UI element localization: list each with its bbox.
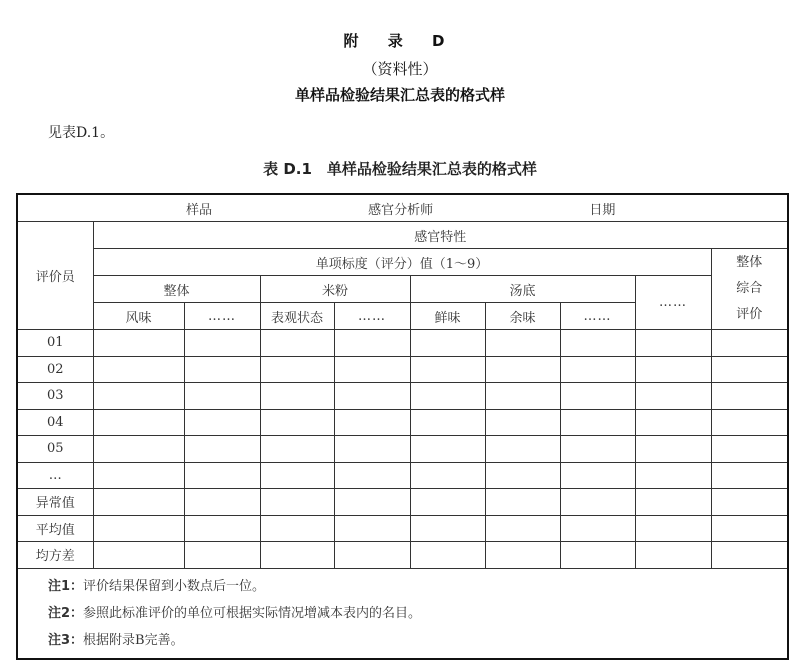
score-cell[interactable] xyxy=(260,383,334,410)
score-cell[interactable] xyxy=(410,515,485,542)
score-cell[interactable] xyxy=(334,462,410,489)
score-cell[interactable] xyxy=(410,542,485,569)
score-cell[interactable] xyxy=(560,489,635,516)
score-cell[interactable] xyxy=(485,489,560,516)
score-cell[interactable] xyxy=(410,462,485,489)
score-cell[interactable] xyxy=(635,330,711,357)
table-row xyxy=(17,356,788,383)
sample-label: 样品 xyxy=(186,202,213,218)
score-cell[interactable] xyxy=(260,462,334,489)
score-cell[interactable] xyxy=(334,409,410,436)
summary-table xyxy=(16,193,789,660)
score-cell[interactable] xyxy=(184,356,260,383)
sub-more: …… xyxy=(184,303,260,330)
group-overall: 整体 xyxy=(93,276,260,303)
score-cell[interactable] xyxy=(711,515,788,542)
table-row xyxy=(17,515,788,542)
row-label: 04 xyxy=(17,409,93,436)
score-cell[interactable] xyxy=(711,409,788,436)
row-label: 均方差 xyxy=(17,542,93,569)
score-cell[interactable] xyxy=(485,542,560,569)
score-cell[interactable] xyxy=(93,409,184,436)
sub-more: …… xyxy=(560,303,635,330)
score-cell[interactable] xyxy=(184,489,260,516)
score-cell[interactable] xyxy=(93,542,184,569)
table-row xyxy=(17,330,788,357)
score-cell[interactable] xyxy=(334,489,410,516)
row-label: 02 xyxy=(17,356,93,383)
score-cell[interactable] xyxy=(410,383,485,410)
score-cell[interactable] xyxy=(93,383,184,410)
table-row xyxy=(17,489,788,516)
score-cell[interactable] xyxy=(184,383,260,410)
group-rice-noodle: 米粉 xyxy=(260,276,410,303)
note-3: 注3：根据附录B完善。 xyxy=(48,632,184,648)
score-cell[interactable] xyxy=(334,330,410,357)
overall-header: 整体 综合 评价 xyxy=(711,249,788,330)
score-cell[interactable] xyxy=(334,542,410,569)
score-cell[interactable] xyxy=(93,436,184,463)
score-cell[interactable] xyxy=(184,409,260,436)
score-cell[interactable] xyxy=(334,356,410,383)
score-cell[interactable] xyxy=(334,436,410,463)
score-cell[interactable] xyxy=(560,330,635,357)
table-row xyxy=(17,462,788,489)
table-caption: 表 D.1 单样品检验结果汇总表的格式样 xyxy=(263,160,537,178)
score-cell[interactable] xyxy=(711,330,788,357)
score-cell[interactable] xyxy=(711,436,788,463)
sensory-header: 感官特性 xyxy=(93,222,788,249)
table-row xyxy=(17,383,788,410)
score-cell[interactable] xyxy=(711,542,788,569)
score-cell[interactable] xyxy=(485,409,560,436)
appendix-nature: （资料性） xyxy=(362,60,438,78)
score-cell[interactable] xyxy=(635,383,711,410)
score-cell[interactable] xyxy=(184,462,260,489)
score-cell[interactable] xyxy=(711,462,788,489)
evaluator-header: 评价员 xyxy=(17,222,93,330)
appendix-heading: 附 录 D xyxy=(343,32,457,50)
score-cell[interactable] xyxy=(184,515,260,542)
score-cell[interactable] xyxy=(410,356,485,383)
score-cell[interactable] xyxy=(184,330,260,357)
score-cell[interactable] xyxy=(184,436,260,463)
score-cell[interactable] xyxy=(410,436,485,463)
row-label: 异常值 xyxy=(17,489,93,516)
score-cell[interactable] xyxy=(485,462,560,489)
score-cell[interactable] xyxy=(334,383,410,410)
score-cell[interactable] xyxy=(711,383,788,410)
scale-header: 单项标度（评分）值（1～9） xyxy=(93,249,711,276)
score-cell[interactable] xyxy=(635,436,711,463)
note-1: 注1：评价结果保留到小数点后一位。 xyxy=(48,578,266,594)
score-cell[interactable] xyxy=(260,489,334,516)
score-cell[interactable] xyxy=(260,330,334,357)
row-label: 05 xyxy=(17,436,93,463)
sub-flavor: 风味 xyxy=(93,303,184,330)
sub-aftertaste: 余味 xyxy=(485,303,560,330)
score-cell[interactable] xyxy=(711,356,788,383)
table-row xyxy=(17,436,788,463)
score-cell[interactable] xyxy=(485,515,560,542)
score-cell[interactable] xyxy=(635,409,711,436)
group-more: …… xyxy=(635,276,711,330)
score-cell[interactable] xyxy=(93,330,184,357)
score-cell[interactable] xyxy=(410,330,485,357)
score-cell[interactable] xyxy=(635,515,711,542)
row-label: 平均值 xyxy=(17,515,93,542)
sub-umami: 鲜味 xyxy=(410,303,485,330)
intro-text: 见表D.1。 xyxy=(48,125,115,141)
score-cell[interactable] xyxy=(260,409,334,436)
row-label: … xyxy=(17,462,93,489)
notes xyxy=(17,568,788,659)
score-cell[interactable] xyxy=(184,542,260,569)
score-cell[interactable] xyxy=(260,436,334,463)
score-cell[interactable] xyxy=(560,462,635,489)
score-cell[interactable] xyxy=(560,436,635,463)
score-cell[interactable] xyxy=(635,542,711,569)
score-cell[interactable] xyxy=(485,383,560,410)
analyst-label: 感官分析师 xyxy=(368,202,434,218)
appendix-title: 单样品检验结果汇总表的格式样 xyxy=(294,86,505,104)
score-cell[interactable] xyxy=(334,515,410,542)
date-label: 日期 xyxy=(589,202,616,218)
score-cell[interactable] xyxy=(560,383,635,410)
table-row xyxy=(17,409,788,436)
score-cell[interactable] xyxy=(560,542,635,569)
group-soup: 汤底 xyxy=(410,276,635,303)
score-cell[interactable] xyxy=(711,489,788,516)
note-2: 注2：参照此标准评价的单位可根据实际情况增减本表内的名目。 xyxy=(48,605,422,621)
score-cell[interactable] xyxy=(260,542,334,569)
score-cell[interactable] xyxy=(260,356,334,383)
score-cell[interactable] xyxy=(260,515,334,542)
score-cell[interactable] xyxy=(560,356,635,383)
score-cell[interactable] xyxy=(635,489,711,516)
sub-appearance: 表观状态 xyxy=(260,303,334,330)
score-cell[interactable] xyxy=(635,462,711,489)
score-cell[interactable] xyxy=(485,330,560,357)
score-cell[interactable] xyxy=(93,489,184,516)
sub-more: …… xyxy=(334,303,410,330)
score-cell[interactable] xyxy=(485,436,560,463)
info-row xyxy=(17,194,788,222)
score-cell[interactable] xyxy=(560,409,635,436)
score-cell[interactable] xyxy=(93,356,184,383)
table-row xyxy=(17,542,788,569)
row-label: 01 xyxy=(17,330,93,357)
score-cell[interactable] xyxy=(410,409,485,436)
score-cell[interactable] xyxy=(93,515,184,542)
score-cell[interactable] xyxy=(560,515,635,542)
score-cell[interactable] xyxy=(410,489,485,516)
score-cell[interactable] xyxy=(635,356,711,383)
row-label: 03 xyxy=(17,383,93,410)
score-cell[interactable] xyxy=(485,356,560,383)
score-cell[interactable] xyxy=(93,462,184,489)
